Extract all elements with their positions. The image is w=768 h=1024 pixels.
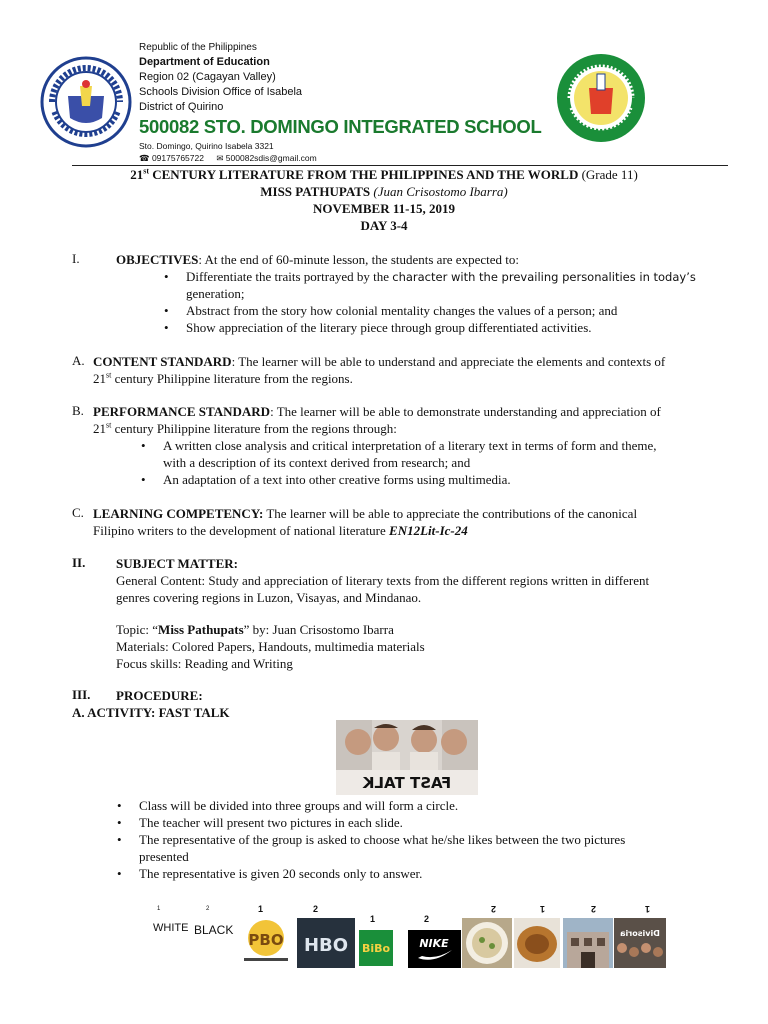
objectives-number: I. xyxy=(72,251,80,266)
story-name: MISS PATHUPATS xyxy=(260,184,374,199)
bibo-logo-text: BiBo xyxy=(361,942,391,955)
mall-building-image xyxy=(563,918,613,968)
picture-number: 2 xyxy=(491,904,497,914)
divisoria-crowd-image xyxy=(614,918,666,968)
activity-heading: A. ACTIVITY: FAST TALK xyxy=(72,705,230,720)
picture-number: 1 xyxy=(645,904,651,914)
lesson-date: NOVEMBER 11-15, 2019 xyxy=(313,201,455,216)
learning-competency-body-2: Filipino writers to the development of national literature xyxy=(93,523,390,538)
nike-logo-image xyxy=(408,930,461,968)
pbo-logo-image xyxy=(240,918,292,964)
fast-talk-caption: FAST TALK xyxy=(362,774,452,792)
subject-matter-label: SUBJECT MATTER: xyxy=(116,556,238,571)
objective-item: • Abstract from the story how colonial mentality changes the values of a person; and xyxy=(186,302,617,319)
competency-code: EN12Lit-Ic-24 xyxy=(389,523,468,538)
story-title xyxy=(0,184,768,200)
objective-item-continued: generation; xyxy=(186,286,245,301)
content-standard-text-2 xyxy=(93,370,353,387)
title-sup: st xyxy=(143,166,149,176)
performance-standard-text xyxy=(93,403,661,420)
pbo-logo-text: PBO xyxy=(248,931,284,949)
objectives-label: OBJECTIVES xyxy=(116,252,199,267)
story-author: (Juan Crisostomo Ibarra) xyxy=(373,184,508,199)
century-sup: st xyxy=(106,370,112,380)
school-name: 500082 STO. DOMINGO INTEGRATED SCHOOL xyxy=(139,116,542,137)
activity-step: • The representative is given 20 seconds only to answer. xyxy=(139,865,422,882)
picture-number: 1 xyxy=(157,906,161,912)
header-line-division: Schools Division Office of Isabela xyxy=(139,86,303,98)
topic-prefix: Topic: “ xyxy=(116,622,159,637)
century-sup: st xyxy=(106,420,112,430)
general-content-2: genres covering regions in Luzon, Visayas, and Mindanao. xyxy=(116,590,422,605)
header-line-region: Region 02 (Cagayan Valley) xyxy=(139,71,276,83)
performance-item: • An adaptation of a text into other creative forms using multimedia. xyxy=(163,471,511,488)
topic-line xyxy=(116,621,394,638)
phone-number: ☎ 09175765722 xyxy=(139,153,204,163)
lesson-day: DAY 3-4 xyxy=(360,218,408,233)
performance-item-continued: with a description of its context derived from research; and xyxy=(163,455,471,470)
century-number: 21 xyxy=(93,421,106,436)
picture-number: 1 xyxy=(540,904,546,914)
white-word: WHITE xyxy=(153,922,189,934)
procedure-label: PROCEDURE: xyxy=(116,688,203,703)
materials-line: Materials: Colored Papers, Handouts, multimedia materials xyxy=(116,639,425,654)
hbo-logo-image xyxy=(297,918,355,968)
content-standard-text xyxy=(93,353,665,370)
picture-number: 2 xyxy=(206,906,210,912)
learning-competency-text xyxy=(93,505,637,522)
subject-matter-number: II. xyxy=(72,555,86,570)
performance-standard-body: : The learner will be able to demonstrate understanding and appreciation of xyxy=(270,404,661,419)
century-number: 21 xyxy=(93,371,106,386)
learning-competency-text-2 xyxy=(93,522,468,539)
objectives-intro: : At the end of 60-minute lesson, the students are expected to: xyxy=(198,252,519,267)
activity-step: • The representative of the group is asked to choose what he/she likes between the two pictures xyxy=(139,831,625,848)
activity-step-continued: presented xyxy=(139,849,189,864)
objective-text: Differentiate the traits portrayed by the xyxy=(186,269,393,284)
header-line-department: Department of Education xyxy=(139,56,270,68)
content-standard-body: : The learner will be able to understand and appreciate the elements and contexts of xyxy=(231,354,666,369)
learning-competency-label: LEARNING COMPETENCY: xyxy=(93,506,264,521)
header-line-district: District of Quirino xyxy=(139,101,224,113)
picture-number: 2 xyxy=(591,904,597,914)
email-address: ✉ 500082sdis@gmail.com xyxy=(216,153,317,163)
general-content: General Content: Study and appreciation of literary texts from the different regions written in different xyxy=(116,573,650,588)
picture-number: 1 xyxy=(370,914,376,924)
content-standard-label: CONTENT STANDARD xyxy=(93,354,232,369)
pasta-dish-image xyxy=(462,918,512,968)
fast-talk-image xyxy=(336,720,478,795)
procedure-number: III. xyxy=(72,687,91,702)
learning-competency-body: The learner will be able to appreciate the contributions of the canonical xyxy=(263,506,638,521)
objective-item: • Show appreciation of the literary piece through group differentiated activities. xyxy=(186,319,592,336)
performance-standard-body-2: century Philippine literature from the regions through: xyxy=(111,421,397,436)
activity-step: • The teacher will present two pictures in each slide. xyxy=(139,814,403,831)
activity-step: • Class will be divided into three groups and will form a circle. xyxy=(139,797,458,814)
picture-number: 1 xyxy=(258,904,264,914)
title-number: 21 xyxy=(130,167,144,182)
division-seal-icon xyxy=(555,52,647,144)
header-line-republic: Republic of the Philippines xyxy=(139,42,257,53)
school-address: Sto. Domingo, Quirino Isabela 3321 xyxy=(139,141,274,151)
divisoria-text: Divisoria xyxy=(620,929,660,938)
performance-standard-number: B. xyxy=(72,403,84,418)
performance-item: • A written close analysis and critical interpretation of a literary text in terms of form and theme, xyxy=(163,437,656,454)
content-standard-number: A. xyxy=(72,353,85,368)
hbo-logo-text: HBO xyxy=(303,935,349,956)
topic-title: Miss Pathupats xyxy=(158,622,244,637)
deped-seal-icon xyxy=(40,56,132,148)
picture-number: 2 xyxy=(313,904,319,914)
performance-standard-text-2 xyxy=(93,420,397,437)
noodle-dish-image xyxy=(514,918,560,968)
bibo-logo-image xyxy=(359,930,393,966)
learning-competency-number: C. xyxy=(72,505,84,520)
header-divider xyxy=(72,165,728,166)
content-standard-body-2: century Philippine literature from the regions. xyxy=(111,371,353,386)
school-contact xyxy=(139,153,327,164)
subject-title xyxy=(0,167,768,183)
picture-number: 2 xyxy=(424,914,430,924)
nike-logo-text: NIKE xyxy=(419,937,449,950)
objective-text: character with the prevailing personalities in today’s xyxy=(392,270,696,284)
title-main: CENTURY LITERATURE FROM THE PHILIPPINES AND THE WORLD xyxy=(149,167,582,182)
focus-skills-line: Focus skills: Reading and Writing xyxy=(116,656,293,671)
objective-item xyxy=(186,268,696,286)
performance-standard-label: PERFORMANCE STANDARD xyxy=(93,404,271,419)
black-word: BLACK xyxy=(194,923,234,937)
topic-author: ” by: Juan Crisostomo Ibarra xyxy=(243,622,394,637)
objectives-heading xyxy=(116,251,519,268)
title-grade: (Grade 11) xyxy=(581,167,638,182)
